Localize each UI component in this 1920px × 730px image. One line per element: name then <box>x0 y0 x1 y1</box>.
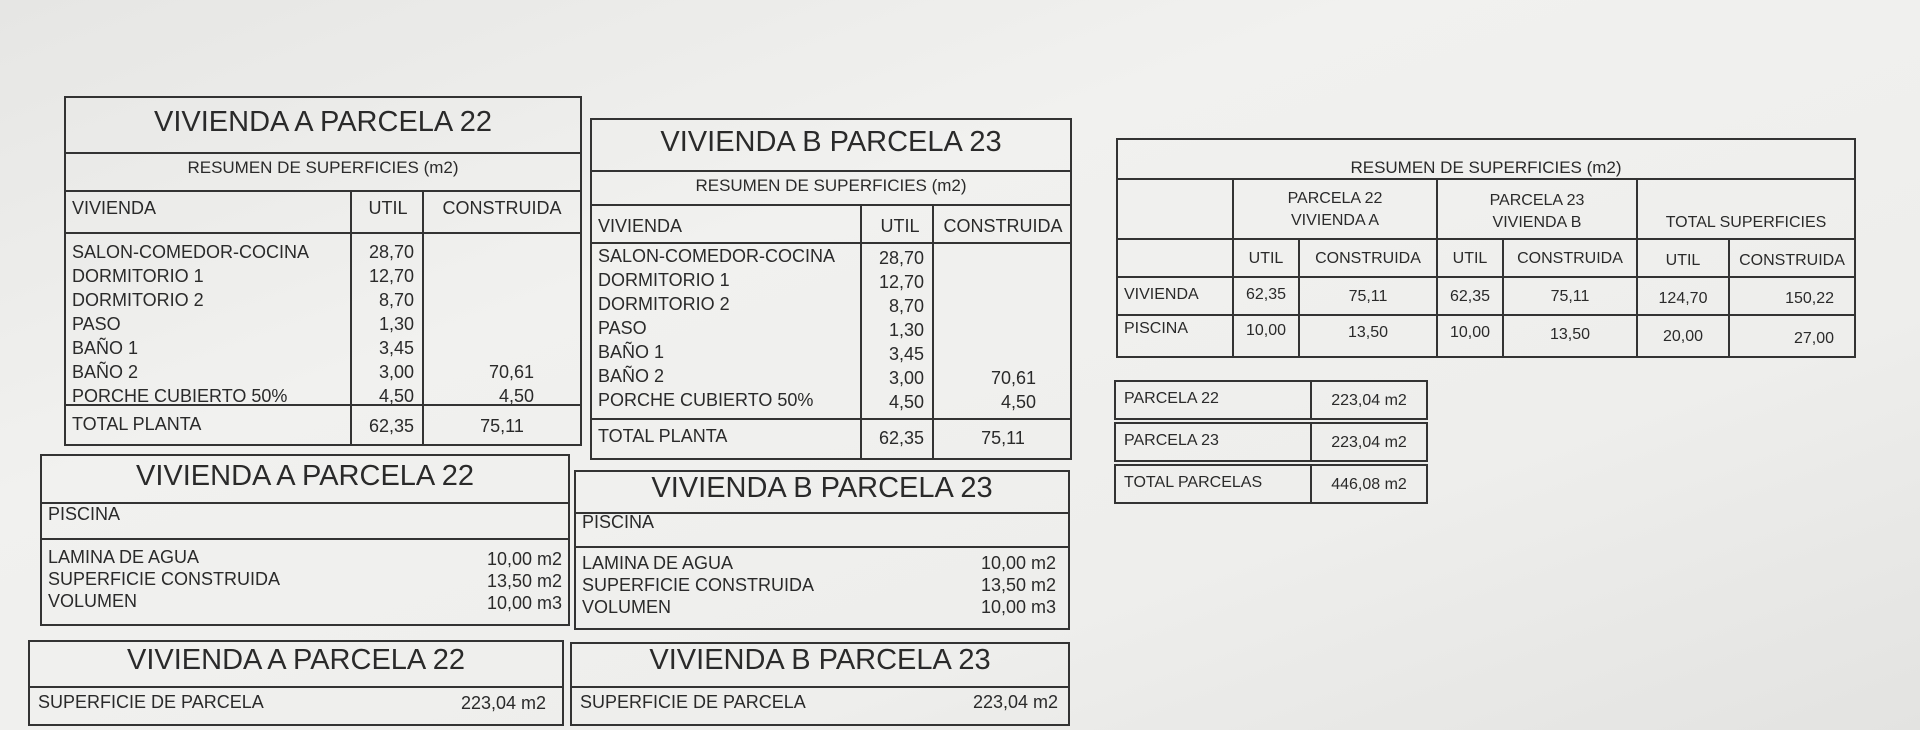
room-label: DORMITORIO 1 <box>598 270 730 290</box>
construida-values <box>424 360 534 408</box>
row-value: 75,11 <box>1348 288 1388 305</box>
room-list <box>598 244 835 412</box>
table-vivienda-a-piscina <box>40 454 570 626</box>
pool-value: 10,00 m2 <box>486 549 562 569</box>
group-header-total: TOTAL SUPERFICIES <box>1665 214 1827 231</box>
table-title: VIVIENDA A PARCELA 22 <box>136 460 474 492</box>
subheader: UTIL <box>1452 250 1488 267</box>
parcel-value: 223,04 m2 <box>972 692 1058 712</box>
room-label: PASO <box>598 318 647 338</box>
subheader: CONSTRUIDA <box>1739 252 1845 269</box>
group-line: VIVIENDA A <box>1290 212 1380 229</box>
room-label: PORCHE CUBIERTO 50% <box>72 386 288 406</box>
pool-label: LAMINA DE AGUA <box>582 553 734 573</box>
room-label: BAÑO 2 <box>72 362 139 382</box>
pool-labels <box>582 552 814 618</box>
column-header: CONSTRUIDA <box>442 198 562 218</box>
util-value: 1,30 <box>888 320 924 340</box>
util-values <box>352 240 414 408</box>
room-label: BAÑO 1 <box>72 338 139 358</box>
total-construida: 75,11 <box>480 416 524 436</box>
util-value: 12,70 <box>368 266 414 286</box>
total-label: TOTAL PLANTA <box>598 426 728 446</box>
pool-label: LAMINA DE AGUA <box>48 547 200 567</box>
group-line: PARCELA 23 <box>1489 192 1585 209</box>
pool-value: 10,00 m3 <box>980 597 1056 617</box>
column-header: VIVIENDA <box>598 216 683 236</box>
pool-label: SUPERFICIE CONSTRUIDA <box>582 575 815 595</box>
total-util: 62,35 <box>878 428 924 448</box>
util-value: 3,45 <box>888 344 924 364</box>
table-vivienda-a-superficies <box>64 96 582 446</box>
row-value: 13,50 <box>1347 324 1389 341</box>
construida-values <box>936 366 1036 414</box>
room-label: PASO <box>72 314 121 334</box>
parcel-row-22 <box>1114 380 1428 420</box>
subheader: UTIL <box>1665 252 1701 269</box>
parcel-area: 223,04 m2 <box>1331 392 1407 409</box>
total-util: 62,35 <box>368 416 414 436</box>
util-value: 28,70 <box>878 248 924 268</box>
util-value: 4,50 <box>888 392 924 412</box>
room-label: SALON-COMEDOR-COCINA <box>598 246 836 266</box>
parcel-label: SUPERFICIE DE PARCELA <box>38 692 264 712</box>
group-line: PARCELA 22 <box>1287 190 1383 207</box>
util-value: 3,00 <box>888 368 924 388</box>
table-vivienda-a-parcela <box>28 640 564 726</box>
construida-value: 70,61 <box>990 368 1036 388</box>
row-value: 62,35 <box>1245 286 1287 303</box>
subheader: UTIL <box>1248 250 1284 267</box>
total-label: TOTAL PLANTA <box>72 414 202 434</box>
table-vivienda-b-superficies <box>590 118 1072 460</box>
column-header: UTIL <box>368 198 408 218</box>
room-label: SALON-COMEDOR-COCINA <box>72 242 310 262</box>
row-label: VIVIENDA <box>1124 286 1199 303</box>
pool-labels <box>48 546 280 612</box>
section-label: PISCINA <box>48 504 121 524</box>
column-header: CONSTRUIDA <box>943 216 1063 236</box>
total-construida: 75,11 <box>981 428 1025 448</box>
util-value: 8,70 <box>888 296 924 316</box>
table-title: VIVIENDA B PARCELA 23 <box>651 472 993 504</box>
table-subtitle: RESUMEN DE SUPERFICIES (m2) <box>695 176 967 195</box>
parcel-name: PARCELA 23 <box>1124 432 1219 449</box>
parcel-row-total <box>1114 464 1428 504</box>
room-label: DORMITORIO 2 <box>72 290 204 310</box>
pool-value: 10,00 m3 <box>486 593 562 613</box>
room-label: BAÑO 2 <box>598 366 665 386</box>
parcel-name: TOTAL PARCELAS <box>1124 474 1263 491</box>
room-label: BAÑO 1 <box>598 342 665 362</box>
room-label: DORMITORIO 1 <box>72 266 204 286</box>
parcel-area: 223,04 m2 <box>1331 434 1407 451</box>
table-title: VIVIENDA B PARCELA 23 <box>660 126 1002 158</box>
pool-label: VOLUMEN <box>582 597 672 617</box>
util-value: 12,70 <box>878 272 924 292</box>
parcel-value: 223,04 m2 <box>460 693 546 713</box>
group-header-parcela-23 <box>1438 190 1636 234</box>
subheader: CONSTRUIDA <box>1517 250 1623 267</box>
room-label: PORCHE CUBIERTO 50% <box>598 390 814 410</box>
column-header: VIVIENDA <box>72 198 157 218</box>
row-value: 10,00 <box>1449 324 1491 341</box>
pool-values <box>916 552 1056 618</box>
row-value: 10,00 <box>1245 322 1287 339</box>
table-subtitle: RESUMEN DE SUPERFICIES (m2) <box>187 158 459 177</box>
construida-value: 4,50 <box>1000 392 1036 412</box>
group-header-parcela-22 <box>1234 188 1436 232</box>
pool-value: 13,50 m2 <box>980 575 1056 595</box>
row-label: PISCINA <box>1124 320 1189 337</box>
room-label: DORMITORIO 2 <box>598 294 730 314</box>
pool-value: 10,00 m2 <box>980 553 1056 573</box>
row-value: 62,35 <box>1449 288 1491 305</box>
parcel-row-23 <box>1114 422 1428 462</box>
row-value: 20,00 <box>1662 328 1704 345</box>
util-value: 3,45 <box>378 338 414 358</box>
group-line: VIVIENDA B <box>1492 214 1582 231</box>
construida-value: 70,61 <box>488 362 534 382</box>
table-vivienda-b-piscina <box>574 470 1070 630</box>
parcel-label: SUPERFICIE DE PARCELA <box>580 692 806 712</box>
section-label: PISCINA <box>582 512 655 532</box>
column-header: UTIL <box>880 216 920 236</box>
util-value: 1,30 <box>378 314 414 334</box>
room-list <box>72 240 309 408</box>
util-value: 8,70 <box>378 290 414 310</box>
util-values <box>864 246 924 414</box>
subheader: CONSTRUIDA <box>1315 250 1421 267</box>
table-resumen-superficies <box>1116 138 1856 358</box>
row-value: 27,00 <box>1793 330 1834 347</box>
parcel-area: 446,08 m2 <box>1331 476 1407 493</box>
pool-values <box>422 548 562 614</box>
table-vivienda-b-parcela <box>570 642 1070 726</box>
construida-value: 4,50 <box>498 386 534 406</box>
row-value: 124,70 <box>1658 290 1708 307</box>
table-title: RESUMEN DE SUPERFICIES (m2) <box>1350 158 1622 177</box>
util-value: 3,00 <box>378 362 414 382</box>
pool-value: 13,50 m2 <box>486 571 562 591</box>
table-title: VIVIENDA A PARCELA 22 <box>154 106 492 138</box>
table-title: VIVIENDA B PARCELA 23 <box>649 644 991 676</box>
parcel-name: PARCELA 22 <box>1124 390 1219 407</box>
pool-label: VOLUMEN <box>48 591 138 611</box>
util-value: 4,50 <box>378 386 414 406</box>
row-value: 75,11 <box>1550 288 1590 305</box>
util-value: 28,70 <box>368 242 414 262</box>
table-title: VIVIENDA A PARCELA 22 <box>127 644 465 676</box>
pool-label: SUPERFICIE CONSTRUIDA <box>48 569 281 589</box>
row-value: 150,22 <box>1785 290 1834 307</box>
row-value: 13,50 <box>1549 326 1591 343</box>
